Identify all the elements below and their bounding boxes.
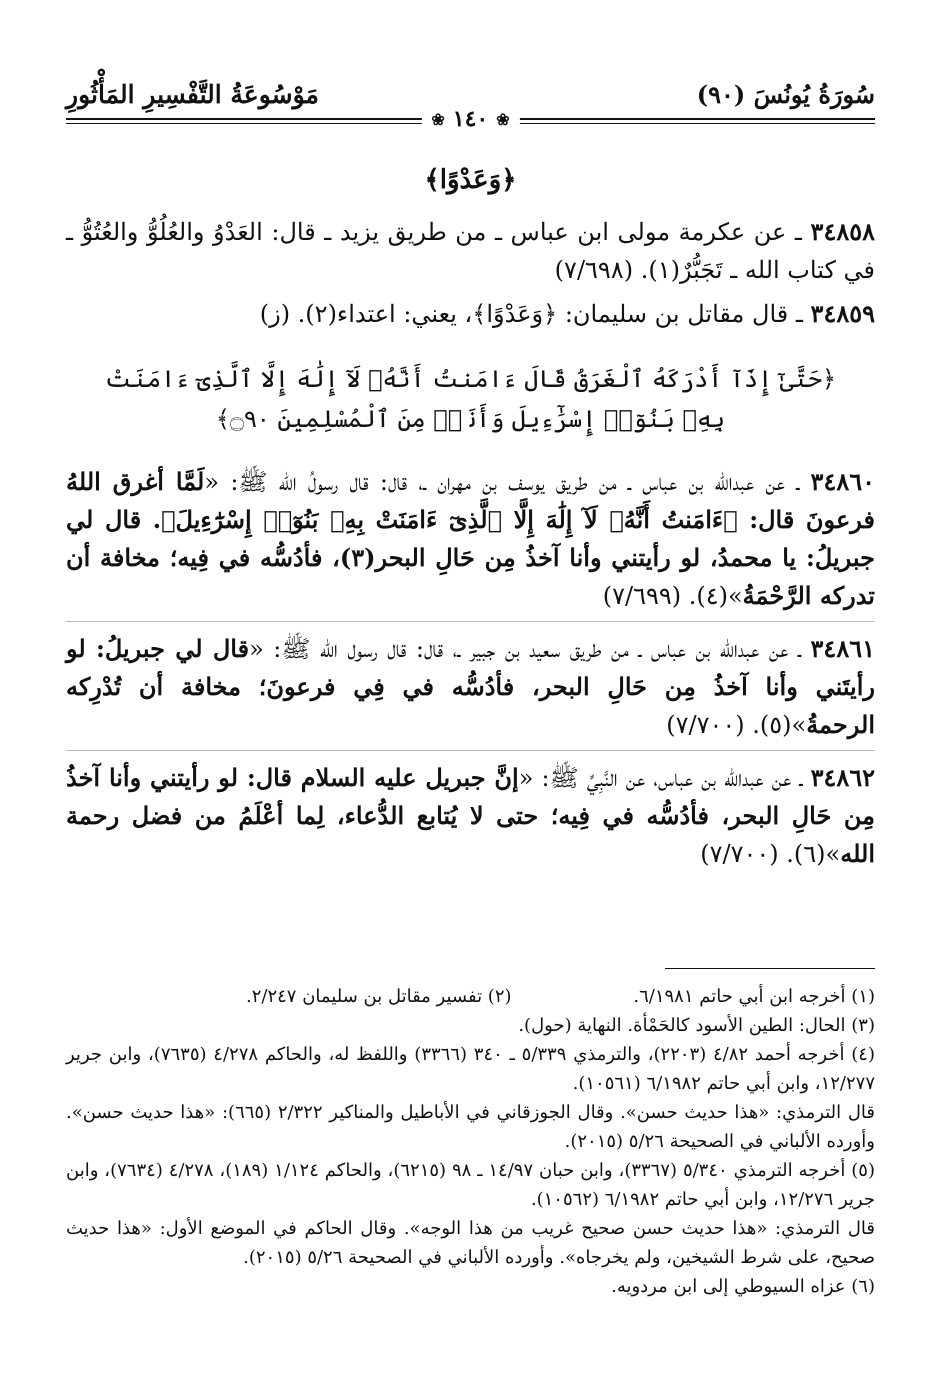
- footnote-5: (٥) أخرجه الترمذي ٥/٣٤٠ (٣٣٦٧)، وابن حبان ١٤/٩٧ ـ ٩٨ (٦٢١٥)، والحاكم ١/١٢٤ (١٨٩)، ٤/٢٧٨ (٧٦٣٤)، وابن جرير ١٢/٢٧٦، وابن أبي حاتم ٦/١٩٨٢ (١٠٥٦٢).: [66, 1160, 875, 1210]
- footnote-1: (١) أخرجه ابن أبي حاتم ٦/١٩٨١.: [633, 986, 875, 1007]
- footnote-2: (٢) تفسير مقاتل بن سليمان ٢/٢٤٧.: [246, 986, 512, 1007]
- entry-text-bold: قال لي جبريلُ: لو رأيتَني وأنا آخذُ مِن حَالِ البحر، فأدُسُّه في فِي فرعونَ؛ مخافة أن تُدْرِكه الرحمةُ: [66, 634, 875, 739]
- footnote-4-comment: قال الترمذي: «هذا حديث حسن». وقال الجوزقاني في الأباطيل والمناكير ٢/٣٢٢ (٦٦٥): «هذا حديث حسن». وأورده الألباني في الصحيحة ٥/٢٦ (٢٠١٥).: [66, 1102, 875, 1152]
- word-heading: ﴿وَعَدْوًا﴾: [424, 165, 517, 195]
- footnote-3: (٣) الحال: الطين الأسود كالحَمْأة. النهاية (حول).: [518, 1015, 875, 1036]
- entry-text-end: »(٤). (٧/٦٩٩): [602, 582, 743, 610]
- entry-34860: [66, 463, 875, 615]
- entry-text-plain: ـ عن عبدالله بن عباس، عن النَّبِيِّ ﷺ: «: [518, 764, 803, 792]
- footnote-4: (٤) أخرجه أحمد ٤/٨٢ (٢٢٠٣)، والترمذي ٥/٣٣٩ ـ ٣٤٠ (٣٣٦٦) واللفظ له، والحاكم ٤/٢٧٨ (٧٦٣٥)، وابن جرير ١٢/٢٧٧، وابن أبي حاتم ٦/١٩٨٢ (١٠٥٦١).: [66, 1044, 875, 1094]
- footnote-rule: [665, 968, 875, 969]
- entry-34858: [66, 213, 875, 289]
- entry-separator: [66, 750, 875, 751]
- entry-text-end: »(٦). (٧/٧٠٠): [700, 840, 841, 868]
- entry-number: ٣٤٨٦٠: [810, 467, 875, 496]
- entry-text-bold: إنَّ جبريل عليه السلام قال: لو رأيتني وأنا آخذُ مِن حَالِ البحر، فأدُسُّه في فِيه؛ حتى لا يُتابع الدُّعاء، لِما أعْلَمُ من فضل رحمة الله: [66, 763, 875, 868]
- book-title: مَوْسُوعَةُ التَّفْسِيرِ المَأْثُورِ: [66, 80, 319, 109]
- entry-text: ـ عن عكرمة مولى ابن عباس ـ من طريق يزيد ـ قال: العَدْوُ والعُلُوُّ والعُتُوُّ ـ في كتاب الله ـ تَجَبُّرٌ(١). (٧/٦٩٨): [66, 218, 875, 284]
- entry-34859: [66, 295, 875, 333]
- entry-text: ـ قال مقاتل بن سليمان: ﴿وَعَدْوًا﴾، يعني: اعتداء(٢). (ز): [259, 300, 803, 328]
- page-body: [66, 165, 875, 873]
- footnotes: [66, 982, 875, 1301]
- footnote-5-comment: قال الترمذي: «هذا حديث حسن صحيح غريب من هذا الوجه». وقال الحاكم في الموضع الأول: «هذا حديث صحيح، على شرط الشيخين، ولم يخرجاه». وأورده الألباني في الصحيحة ٥/٢٦ (٢٠١٥).: [66, 1218, 875, 1268]
- entry-number: ٣٤٨٦١: [810, 634, 875, 663]
- entry-text-plain: ـ عن عبدالله بن عباس ـ من طريق سعيد بن جبير ـ، قال: قال رسول الله ﷺ: «: [249, 635, 801, 663]
- footnote-6: (٦) عزاه السيوطي إلى ابن مردويه.: [611, 1276, 875, 1297]
- footnote-row: [66, 982, 875, 1011]
- entry-text-plain: ـ عن عبدالله بن عباس ـ من طريق يوسف بن مهران ـ، قال: قال رسولُ الله ﷺ: «: [204, 468, 800, 496]
- entry-number: ٣٤٨٦٢: [810, 763, 876, 792]
- ornament-icon: ❀: [431, 109, 445, 129]
- entry-34861: [66, 630, 875, 744]
- entry-separator: [66, 621, 875, 622]
- entry-34862: [66, 759, 875, 873]
- page-number-box: [421, 106, 519, 132]
- quran-verse: ﴿حَتَّىٰٓ إِذَآ أَدْرَكَهُ ٱلْغَرَقُ قَالَ ءَامَنتُ أَنَّهُۥ لَآ إِلَٰهَ إِلَّا ٱلَّذِىٓ ءَامَنَتْ بِهِۦ بَنُوٓا۟ إِسْرَٰٓءِيلَ وَأَنَا۠ مِنَ ٱلْمُسْلِمِينَ ۝٩٠﴾: [104, 365, 837, 433]
- entry-number: ٣٤٨٥٨: [810, 217, 875, 246]
- surah-title: سُورَةُ يُونُسَ (٩٠): [696, 80, 875, 109]
- entry-text-bold: لَمَّا أغرق اللهُ فرعونَ قال: ﴿ءَامَنتُ أَنَّهُۥ لَآ إِلَٰهَ إِلَّا ٱلَّذِىٓ ءَامَنَتْ بِهِۦ بَنُوٓا۟ إِسْرَٰٓءِيلَ﴾. قال لي جبريلُ: يا محمدُ، لو رأيتني وأنا آخذُ مِن حَالِ البحر(٣)، فأدُسُّه في فِيه؛ مخافة أن تدركه الرَّحْمَةُ: [66, 467, 876, 610]
- page-number: ١٤٠: [452, 106, 489, 132]
- entry-number: ٣٤٨٥٩: [810, 299, 875, 328]
- ornament-icon: ❀: [496, 109, 510, 129]
- entry-text-end: »(٥). (٧/٧٠٠): [666, 711, 807, 739]
- page-header: [66, 70, 875, 132]
